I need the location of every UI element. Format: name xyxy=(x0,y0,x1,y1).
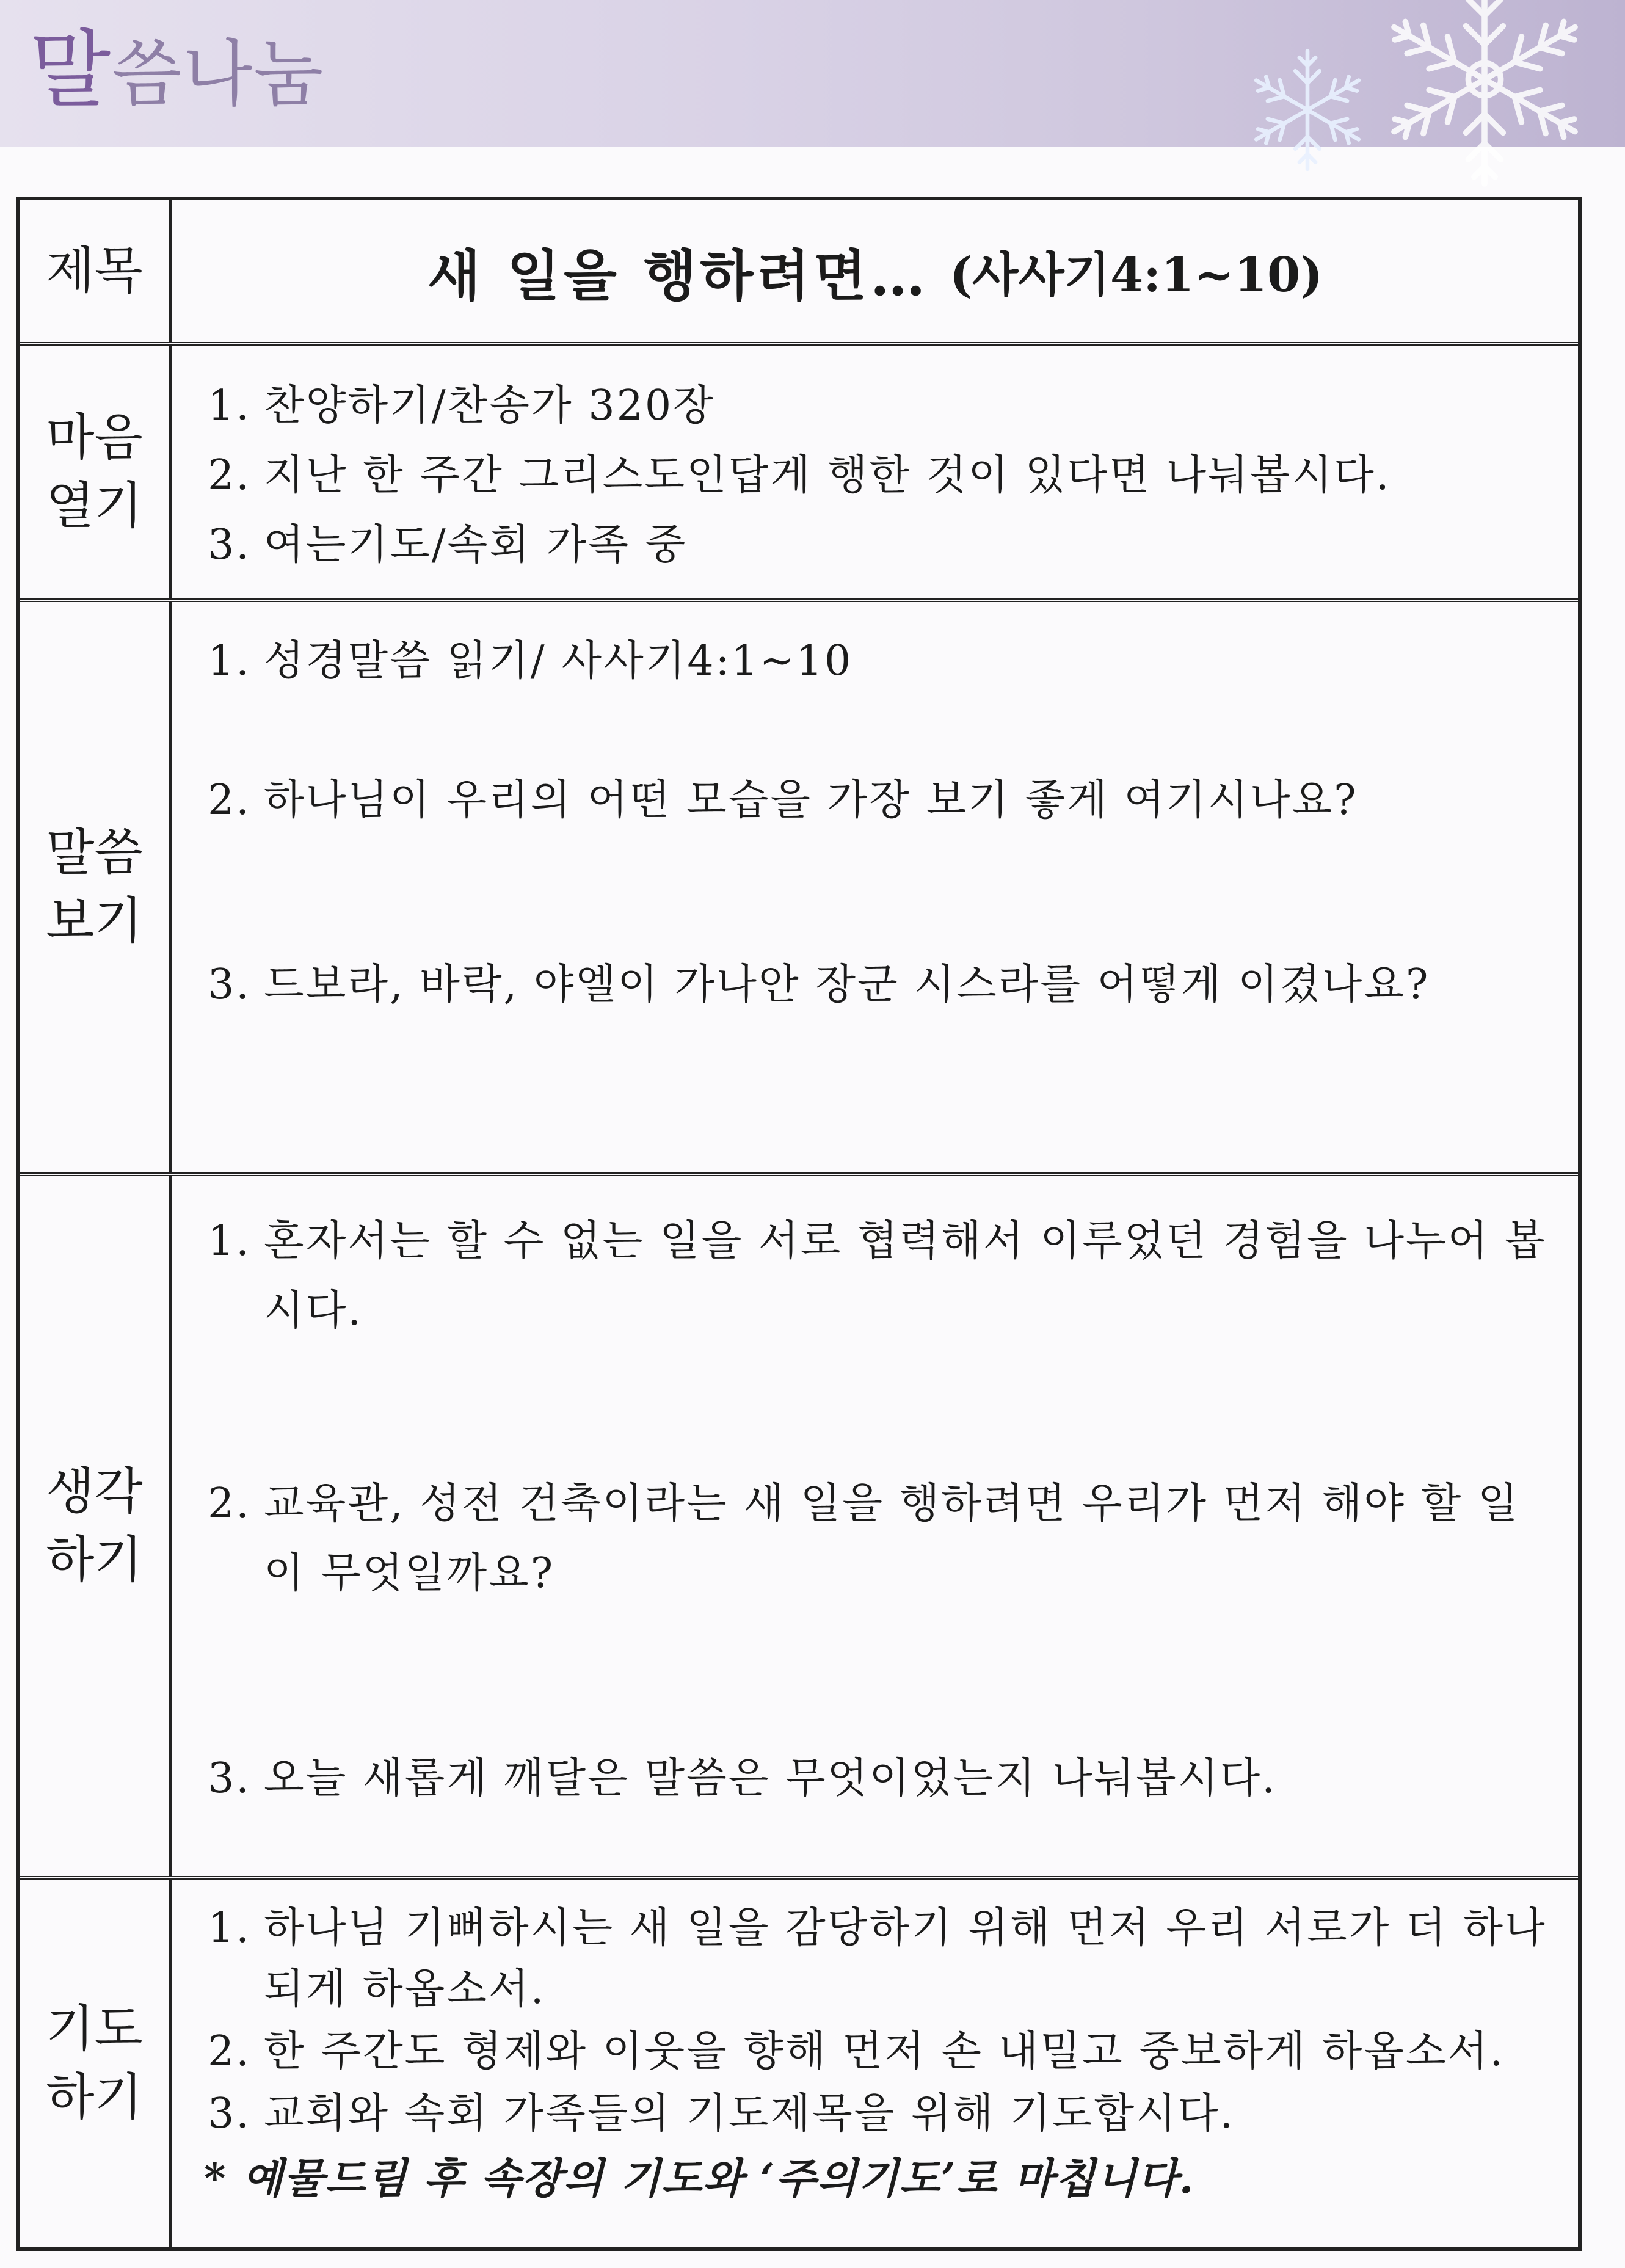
lesson-title: 새 일을 행하려면… xyxy=(427,244,929,308)
prayer-row xyxy=(20,1876,1578,2247)
list-item: 3. 드보라, 바락, 야엘이 가나안 장군 시스라를 어떻게 이겼나요? xyxy=(208,961,1430,1009)
closing-note: * 예물드림 후 속장의 기도와 ‘주의기도’로 마칩니다. xyxy=(204,2154,1195,2203)
reflect-label: 생각 하기 xyxy=(20,1176,172,1876)
title-row xyxy=(20,200,1578,342)
open-heart-content xyxy=(172,346,1578,598)
list-item: 3. 교회와 속회 가족들의 기도제목을 위해 기도합시다. xyxy=(208,2090,1235,2138)
open-heart-row xyxy=(20,342,1578,598)
list-item: 2. 하나님이 우리의 어떤 모습을 가장 보기 좋게 여기시나요? xyxy=(208,776,1358,824)
prayer-content xyxy=(172,1880,1578,2247)
section-heading-first-char: 말 xyxy=(29,21,112,119)
reflect-row xyxy=(20,1172,1578,1876)
prayer-label: 기도 하기 xyxy=(20,1880,172,2247)
list-item: 1. 혼자서는 할 수 없는 일을 서로 협력해서 이루었던 경험을 나누어 봅시다. xyxy=(208,1217,1547,1335)
read-word-label: 말씀 보기 xyxy=(20,602,172,1172)
read-word-row xyxy=(20,598,1578,1172)
header-banner xyxy=(0,0,1625,147)
section-heading xyxy=(29,21,325,120)
section-heading-rest: 씀나눔 xyxy=(112,32,325,116)
list-item: 2. 교육관, 성전 건축이라는 새 일을 행하려면 우리가 먼저 해야 할 일이 무엇일까요? xyxy=(208,1480,1520,1597)
list-item: 2. 지난 한 주간 그리스도인답게 행한 것이 있다면 나눠봅시다. xyxy=(208,451,1391,500)
reflect-content xyxy=(172,1176,1578,1876)
title-cell xyxy=(172,200,1578,342)
sharing-table xyxy=(16,197,1582,2251)
list-item: 1. 하나님 기뻐하시는 새 일을 감당하기 위해 먼저 우리 서로가 더 하나 되게 하옵소서. xyxy=(208,1904,1547,2013)
snowflake-icon xyxy=(1369,0,1601,195)
list-item: 3. 여는기도/속회 가족 중 xyxy=(208,521,688,569)
scripture-reference: (사사기4:1~10) xyxy=(950,247,1323,303)
title-label: 제목 xyxy=(20,200,172,342)
open-heart-label: 마음 열기 xyxy=(20,346,172,598)
list-item: 2. 한 주간도 형제와 이웃을 향해 먼저 손 내밀고 중보하게 하옵소서. xyxy=(208,2027,1505,2076)
list-item: 1. 찬양하기/찬송가 320장 xyxy=(208,382,715,430)
read-word-content xyxy=(172,602,1578,1172)
list-item: 1. 성경말씀 읽기/ 사사기4:1~10 xyxy=(208,637,853,685)
snowflake-small-icon xyxy=(1240,43,1375,177)
list-item: 3. 오늘 새롭게 깨달은 말씀은 무엇이었는지 나눠봅시다. xyxy=(208,1754,1277,1803)
